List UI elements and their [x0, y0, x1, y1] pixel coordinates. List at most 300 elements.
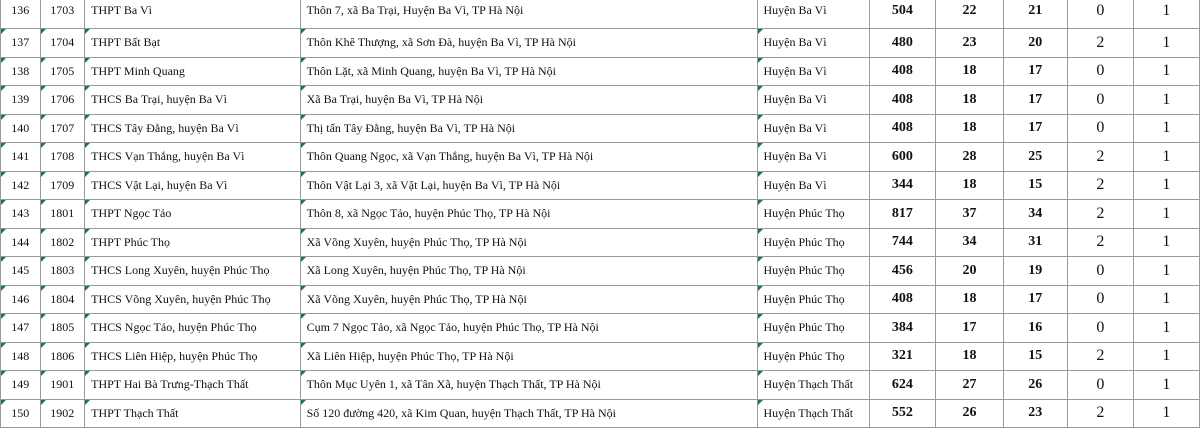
cell-value: 1: [1162, 347, 1171, 365]
district-cell[interactable]: [757, 143, 869, 172]
classes-cell[interactable]: [936, 314, 1004, 343]
address-cell[interactable]: [300, 57, 757, 86]
rooms-cell[interactable]: [1003, 29, 1067, 58]
cell-value: 0: [1096, 318, 1105, 336]
cell-value: 150: [11, 405, 30, 420]
cell-value: 20: [1028, 34, 1043, 50]
cell-value: 1: [1162, 147, 1171, 165]
cell-value: THCS Liên Hiệp, huyện Phúc Thọ: [91, 348, 258, 363]
cell-indicator-icon: [758, 143, 763, 148]
district-cell[interactable]: [757, 399, 869, 428]
site-cell[interactable]: [1133, 171, 1199, 200]
rooms-cell[interactable]: [1003, 371, 1067, 400]
rooms-cell[interactable]: [1003, 114, 1067, 143]
total-students-cell[interactable]: [869, 171, 936, 200]
site-cell[interactable]: [1133, 200, 1199, 229]
cell-value: 147: [11, 320, 30, 335]
classes-cell[interactable]: [936, 0, 1004, 29]
table-row: [1, 371, 1200, 400]
address-cell[interactable]: [300, 86, 757, 115]
cell-value: 146: [11, 291, 30, 306]
row-number-cell[interactable]: [1, 342, 41, 371]
cell-indicator-icon: [301, 200, 306, 205]
district-cell[interactable]: [757, 314, 869, 343]
school-name-cell[interactable]: [85, 228, 300, 257]
cell-indicator-icon: [758, 172, 763, 177]
cell-value: 456: [891, 262, 913, 278]
extra-cell[interactable]: [1067, 342, 1133, 371]
school-code-cell[interactable]: [40, 57, 85, 86]
district-cell[interactable]: [757, 29, 869, 58]
extra-cell[interactable]: [1067, 171, 1133, 200]
cell-value: Thị tấn Tây Đằng, huyện Ba Vì, TP Hà Nội: [306, 120, 516, 135]
extra-cell[interactable]: [1067, 143, 1133, 172]
cell-indicator-icon: [301, 115, 306, 120]
classes-cell[interactable]: [936, 29, 1004, 58]
site-cell[interactable]: [1133, 228, 1199, 257]
row-number-cell[interactable]: [1, 57, 41, 86]
row-number-cell[interactable]: [1, 86, 41, 115]
cell-value: 1706: [50, 92, 75, 107]
row-number-cell[interactable]: [1, 29, 41, 58]
school-code-cell[interactable]: [40, 257, 85, 286]
school-name-cell[interactable]: [85, 114, 300, 143]
cell-indicator-icon: [301, 286, 306, 291]
cell-indicator-icon: [85, 143, 90, 148]
district-cell[interactable]: [757, 0, 869, 29]
total-students-cell[interactable]: [869, 143, 936, 172]
cell-value: 817: [891, 205, 913, 221]
cell-value: THCS Ba Trại, huyện Ba Vì: [91, 92, 227, 107]
cell-value: 136: [11, 3, 30, 17]
district-cell[interactable]: [757, 228, 869, 257]
cell-indicator-icon: [758, 343, 763, 348]
total-students-cell[interactable]: [869, 342, 936, 371]
extra-cell[interactable]: [1067, 285, 1133, 314]
cell-value: THCS Vạn Thắng, huyện Ba Vì: [91, 149, 245, 164]
cell-indicator-icon: [41, 400, 46, 405]
row-number-cell[interactable]: [1, 399, 41, 428]
cell-value: 1803: [50, 263, 75, 278]
rooms-cell[interactable]: [1003, 86, 1067, 115]
cell-indicator-icon: [758, 200, 763, 205]
cell-indicator-icon: [301, 257, 306, 262]
cell-value: 1802: [50, 234, 75, 249]
cell-indicator-icon: [85, 29, 90, 34]
school-name-cell[interactable]: [85, 171, 300, 200]
rooms-cell[interactable]: [1003, 200, 1067, 229]
school-code-cell[interactable]: [40, 86, 85, 115]
row-number-cell[interactable]: [1, 143, 41, 172]
extra-cell[interactable]: [1067, 86, 1133, 115]
cell-value: 744: [891, 234, 913, 250]
site-cell[interactable]: [1133, 0, 1199, 29]
cell-value: 144: [11, 234, 30, 249]
school-name-cell[interactable]: [85, 371, 300, 400]
cell-value: 143: [11, 206, 30, 221]
site-cell[interactable]: [1133, 86, 1199, 115]
cell-indicator-icon: [85, 115, 90, 120]
extra-cell[interactable]: [1067, 228, 1133, 257]
cell-value: 23: [962, 34, 977, 50]
classes-cell[interactable]: [936, 371, 1004, 400]
cell-value: 142: [11, 177, 30, 192]
cell-value: 1: [1162, 119, 1171, 137]
school-code-cell[interactable]: [40, 143, 85, 172]
rooms-cell[interactable]: [1003, 143, 1067, 172]
row-number-cell[interactable]: [1, 171, 41, 200]
district-cell[interactable]: [757, 114, 869, 143]
cell-value: 1: [1162, 33, 1171, 51]
classes-cell[interactable]: [936, 342, 1004, 371]
row-number-cell[interactable]: [1, 0, 41, 29]
row-number-cell[interactable]: [1, 228, 41, 257]
extra-cell[interactable]: [1067, 257, 1133, 286]
cell-value: Huyện Phúc Thọ: [763, 234, 845, 249]
cell-indicator-icon: [41, 143, 46, 148]
cell-value: 1709: [50, 177, 75, 192]
cell-value: Huyện Thạch Thất: [763, 377, 854, 392]
extra-cell[interactable]: [1067, 0, 1133, 29]
cell-value: 384: [891, 319, 913, 335]
cell-value: 16: [1028, 319, 1043, 335]
total-students-cell[interactable]: [869, 29, 936, 58]
school-code-cell[interactable]: [40, 314, 85, 343]
extra-cell[interactable]: [1067, 371, 1133, 400]
address-cell[interactable]: [300, 200, 757, 229]
cell-value: 1804: [50, 291, 75, 306]
classes-cell[interactable]: [936, 86, 1004, 115]
classes-cell[interactable]: [936, 200, 1004, 229]
row-number-cell[interactable]: [1, 257, 41, 286]
table-row: [1, 29, 1200, 58]
school-code-cell[interactable]: [40, 285, 85, 314]
classes-cell[interactable]: [936, 114, 1004, 143]
cell-indicator-icon: [301, 172, 306, 177]
cell-value: THPT Ba Vì: [91, 3, 153, 17]
address-cell[interactable]: [300, 228, 757, 257]
cell-indicator-icon: [301, 371, 306, 376]
cell-value: 19: [1028, 262, 1043, 278]
cell-value: 1801: [50, 206, 75, 221]
district-cell[interactable]: [757, 57, 869, 86]
cell-indicator-icon: [85, 314, 90, 319]
cell-value: 21: [1028, 2, 1043, 18]
school-code-cell[interactable]: [40, 228, 85, 257]
cell-value: Thôn 7, xã Ba Trại, Huyện Ba Vì, TP Hà Nội: [306, 3, 524, 17]
district-cell[interactable]: [757, 86, 869, 115]
classes-cell[interactable]: [936, 171, 1004, 200]
school-code-cell[interactable]: [40, 171, 85, 200]
cell-value: 27: [962, 376, 977, 392]
site-cell[interactable]: [1133, 285, 1199, 314]
cell-value: 0: [1096, 62, 1105, 80]
cell-value: 2: [1096, 233, 1105, 251]
cell-indicator-icon: [1, 200, 6, 205]
total-students-cell[interactable]: [869, 399, 936, 428]
cell-value: 28: [962, 148, 977, 164]
cell-value: Xã Võng Xuyên, huyện Phúc Thọ, TP Hà Nội: [306, 234, 527, 249]
rooms-cell[interactable]: [1003, 0, 1067, 29]
site-cell[interactable]: [1133, 342, 1199, 371]
cell-value: Huyện Ba Vì: [763, 3, 827, 17]
row-number-cell[interactable]: [1, 200, 41, 229]
rooms-cell[interactable]: [1003, 228, 1067, 257]
total-students-cell[interactable]: [869, 285, 936, 314]
district-cell[interactable]: [757, 257, 869, 286]
cell-value: Thôn 8, xã Ngọc Tảo, huyện Phúc Thọ, TP Hà Nội: [306, 206, 551, 221]
cell-indicator-icon: [41, 257, 46, 262]
site-cell[interactable]: [1133, 57, 1199, 86]
cell-value: 2: [1096, 33, 1105, 51]
school-name-cell[interactable]: [85, 285, 300, 314]
site-cell[interactable]: [1133, 371, 1199, 400]
address-cell[interactable]: [300, 285, 757, 314]
cell-value: 1: [1162, 375, 1171, 393]
total-students-cell[interactable]: [869, 57, 936, 86]
address-cell[interactable]: [300, 399, 757, 428]
address-cell[interactable]: [300, 371, 757, 400]
school-name-cell[interactable]: [85, 143, 300, 172]
cell-value: 34: [1028, 205, 1043, 221]
cell-indicator-icon: [1, 343, 6, 348]
total-students-cell[interactable]: [869, 200, 936, 229]
cell-indicator-icon: [1, 371, 6, 376]
school-code-cell[interactable]: [40, 342, 85, 371]
classes-cell[interactable]: [936, 285, 1004, 314]
district-cell[interactable]: [757, 285, 869, 314]
extra-cell[interactable]: [1067, 114, 1133, 143]
address-cell[interactable]: [300, 29, 757, 58]
address-cell[interactable]: [300, 114, 757, 143]
school-code-cell[interactable]: [40, 29, 85, 58]
cell-value: 2: [1096, 147, 1105, 165]
cell-value: 26: [1028, 376, 1043, 392]
cell-value: Huyện Ba Vì: [763, 92, 827, 107]
address-cell[interactable]: [300, 143, 757, 172]
site-cell[interactable]: [1133, 257, 1199, 286]
school-code-cell[interactable]: [40, 399, 85, 428]
cell-value: Xã Võng Xuyên, huyện Phúc Thọ, TP Hà Nội: [306, 291, 527, 306]
cell-value: 34: [962, 234, 977, 250]
cell-value: 1: [1162, 176, 1171, 194]
classes-cell[interactable]: [936, 257, 1004, 286]
cell-value: 480: [891, 34, 913, 50]
rooms-cell[interactable]: [1003, 57, 1067, 86]
cell-value: 552: [891, 405, 913, 421]
extra-cell[interactable]: [1067, 314, 1133, 343]
cell-indicator-icon: [758, 314, 763, 319]
table-row: [1, 0, 1200, 29]
cell-indicator-icon: [85, 229, 90, 234]
district-cell[interactable]: [757, 342, 869, 371]
cell-value: THPT Phúc Thọ: [91, 234, 171, 249]
table-row: [1, 228, 1200, 257]
cell-value: 148: [11, 348, 30, 363]
cell-value: 0: [1096, 290, 1105, 308]
table-row: [1, 314, 1200, 343]
cell-value: 18: [962, 291, 977, 307]
row-number-cell[interactable]: [1, 114, 41, 143]
classes-cell[interactable]: [936, 57, 1004, 86]
cell-indicator-icon: [41, 314, 46, 319]
district-cell[interactable]: [757, 200, 869, 229]
cell-indicator-icon: [41, 286, 46, 291]
cell-value: 0: [1096, 261, 1105, 279]
school-name-cell[interactable]: [85, 29, 300, 58]
rooms-cell[interactable]: [1003, 171, 1067, 200]
cell-value: 1: [1162, 90, 1171, 108]
cell-value: 408: [891, 120, 913, 136]
row-number-cell[interactable]: [1, 285, 41, 314]
school-name-cell[interactable]: [85, 0, 300, 29]
cell-value: 408: [891, 91, 913, 107]
rooms-cell[interactable]: [1003, 314, 1067, 343]
cell-value: Số 120 đường 420, xã Kim Quan, huyện Thạch Thất, TP Hà Nội: [306, 405, 616, 420]
address-cell[interactable]: [300, 314, 757, 343]
cell-indicator-icon: [758, 286, 763, 291]
school-name-cell[interactable]: [85, 342, 300, 371]
classes-cell[interactable]: [936, 143, 1004, 172]
rooms-cell[interactable]: [1003, 399, 1067, 428]
row-number-cell[interactable]: [1, 314, 41, 343]
cell-value: 344: [891, 177, 913, 193]
extra-cell[interactable]: [1067, 57, 1133, 86]
cell-indicator-icon: [1, 400, 6, 405]
cell-value: 15: [1028, 177, 1043, 193]
cell-indicator-icon: [758, 371, 763, 376]
cell-value: Cụm 7 Ngọc Tảo, xã Ngọc Tảo, huyện Phúc Thọ, TP Hà Nội: [306, 320, 599, 335]
total-students-cell[interactable]: [869, 314, 936, 343]
school-code-cell[interactable]: [40, 371, 85, 400]
cell-indicator-icon: [1, 115, 6, 120]
table-row: [1, 285, 1200, 314]
site-cell[interactable]: [1133, 314, 1199, 343]
rooms-cell[interactable]: [1003, 342, 1067, 371]
address-cell[interactable]: [300, 342, 757, 371]
cell-indicator-icon: [85, 58, 90, 63]
total-students-cell[interactable]: [869, 228, 936, 257]
cell-value: 1901: [50, 377, 75, 392]
cell-value: 2: [1096, 204, 1105, 222]
cell-value: 20: [962, 262, 977, 278]
cell-value: THPT Hai Bà Trưng-Thạch Thất: [91, 377, 249, 392]
cell-indicator-icon: [1, 29, 6, 34]
cell-value: 1902: [50, 405, 75, 420]
total-students-cell[interactable]: [869, 371, 936, 400]
cell-value: 1: [1162, 204, 1171, 222]
cell-value: 17: [1028, 120, 1043, 136]
cell-indicator-icon: [301, 314, 306, 319]
cell-value: 31: [1028, 234, 1043, 250]
cell-value: THCS Ngọc Tảo, huyện Phúc Thọ: [91, 320, 257, 335]
school-name-cell[interactable]: [85, 399, 300, 428]
address-cell[interactable]: [300, 171, 757, 200]
site-cell[interactable]: [1133, 399, 1199, 428]
school-name-cell[interactable]: [85, 257, 300, 286]
cell-value: 17: [962, 319, 977, 335]
school-code-cell[interactable]: [40, 114, 85, 143]
extra-cell[interactable]: [1067, 29, 1133, 58]
address-cell[interactable]: [300, 257, 757, 286]
table-row: [1, 399, 1200, 428]
classes-cell[interactable]: [936, 399, 1004, 428]
cell-indicator-icon: [1, 86, 6, 91]
total-students-cell[interactable]: [869, 0, 936, 29]
cell-value: Huyện Phúc Thọ: [763, 291, 845, 306]
cell-value: 0: [1096, 1, 1105, 19]
cell-indicator-icon: [758, 400, 763, 405]
cell-indicator-icon: [41, 29, 46, 34]
site-cell[interactable]: [1133, 143, 1199, 172]
cell-value: 18: [962, 120, 977, 136]
total-students-cell[interactable]: [869, 257, 936, 286]
site-cell[interactable]: [1133, 29, 1199, 58]
cell-indicator-icon: [41, 86, 46, 91]
cell-indicator-icon: [41, 343, 46, 348]
cell-value: 1: [1162, 1, 1171, 19]
cell-value: THCS Tây Đằng, huyện Ba Vì: [91, 120, 239, 135]
school-name-cell[interactable]: [85, 200, 300, 229]
table-body: [1, 0, 1200, 428]
cell-value: 1708: [50, 149, 75, 164]
address-cell[interactable]: [300, 0, 757, 29]
extra-cell[interactable]: [1067, 200, 1133, 229]
school-code-cell[interactable]: [40, 200, 85, 229]
cell-indicator-icon: [85, 286, 90, 291]
school-name-cell[interactable]: [85, 314, 300, 343]
total-students-cell[interactable]: [869, 114, 936, 143]
rooms-cell[interactable]: [1003, 285, 1067, 314]
cell-value: THPT Thạch Thất: [91, 405, 179, 420]
cell-value: 408: [891, 63, 913, 79]
school-code-cell[interactable]: [40, 0, 85, 29]
cell-value: 23: [1028, 405, 1043, 421]
cell-indicator-icon: [41, 172, 46, 177]
cell-value: 17: [1028, 63, 1043, 79]
cell-value: 141: [11, 149, 30, 164]
rooms-cell[interactable]: [1003, 257, 1067, 286]
cell-value: 1: [1162, 318, 1171, 336]
cell-value: 26: [962, 405, 977, 421]
table-row: [1, 171, 1200, 200]
site-cell[interactable]: [1133, 114, 1199, 143]
cell-value: Thôn Mục Uyên 1, xã Tân Xã, huyện Thạch Thất, TP Hà Nội: [306, 377, 601, 392]
cell-indicator-icon: [85, 343, 90, 348]
cell-indicator-icon: [1, 229, 6, 234]
school-name-cell[interactable]: [85, 57, 300, 86]
district-cell[interactable]: [757, 371, 869, 400]
cell-indicator-icon: [41, 371, 46, 376]
table-row: [1, 342, 1200, 371]
district-cell[interactable]: [757, 171, 869, 200]
cell-indicator-icon: [301, 229, 306, 234]
total-students-cell[interactable]: [869, 86, 936, 115]
cell-indicator-icon: [1, 286, 6, 291]
cell-value: Xã Long Xuyên, huyện Phúc Thọ, TP Hà Nội: [306, 263, 526, 278]
classes-cell[interactable]: [936, 228, 1004, 257]
cell-indicator-icon: [85, 400, 90, 405]
row-number-cell[interactable]: [1, 371, 41, 400]
cell-indicator-icon: [1, 172, 6, 177]
cell-indicator-icon: [301, 143, 306, 148]
cell-indicator-icon: [758, 229, 763, 234]
cell-value: 1: [1162, 404, 1171, 422]
school-name-cell[interactable]: [85, 86, 300, 115]
extra-cell[interactable]: [1067, 399, 1133, 428]
cell-indicator-icon: [758, 86, 763, 91]
cell-value: 17: [1028, 91, 1043, 107]
